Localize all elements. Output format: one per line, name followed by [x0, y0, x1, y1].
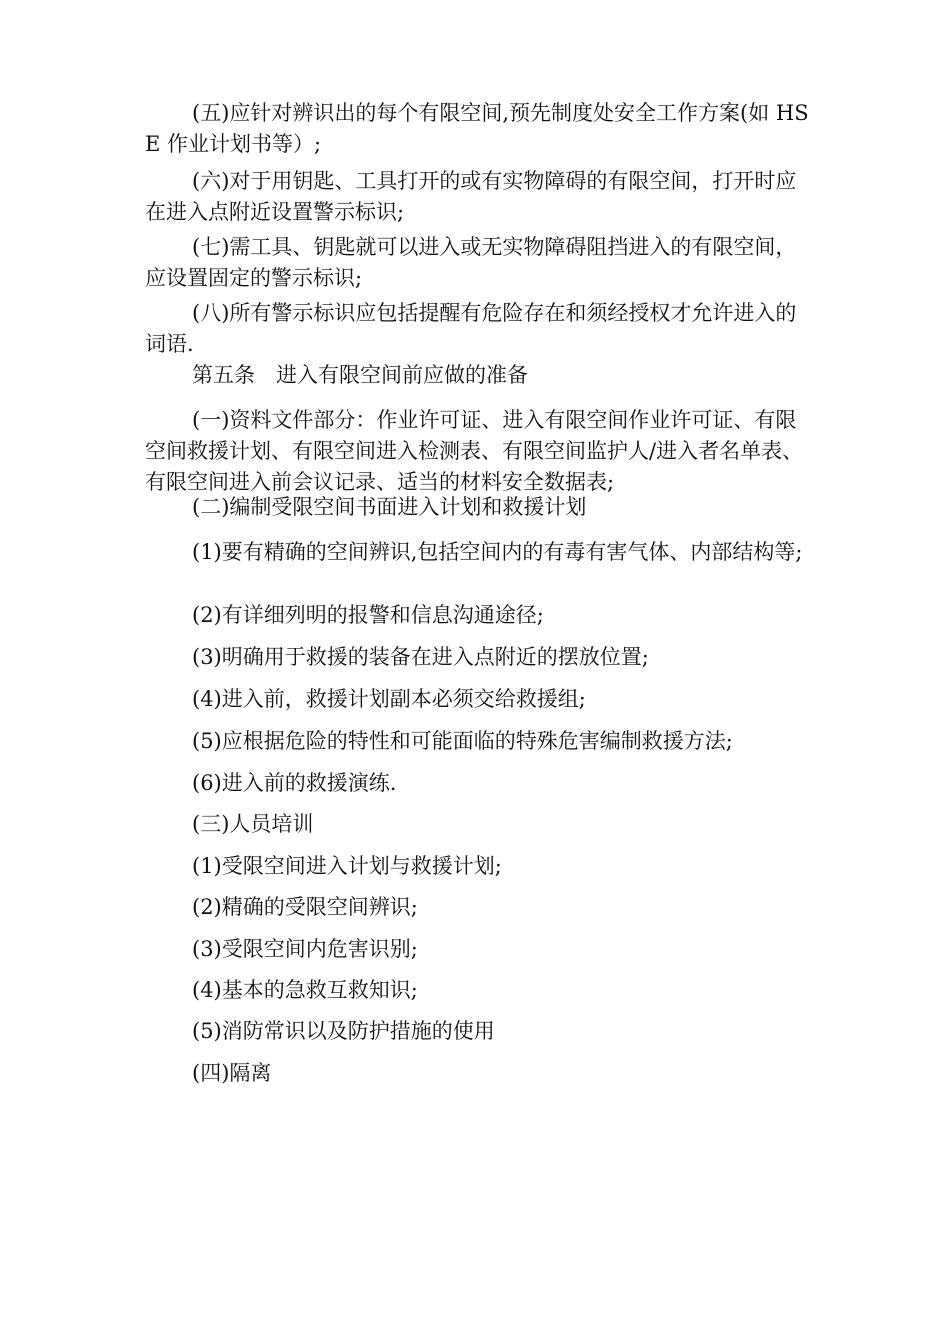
section-4-heading: (四)隔离 — [192, 1061, 272, 1085]
section-3-heading: (三)人员培训 — [192, 812, 314, 836]
item-3-1: (1)受限空间进入计划与救援计划; — [192, 854, 502, 878]
item-2-3: (3)明确用于救援的装备在进入点附近的摆放位置; — [192, 645, 649, 669]
item-3-4: (4)基本的急救互救知识; — [192, 978, 418, 1002]
paragraph-5: (五)应针对辨识出的每个有限空间,预先制度处安全工作方案(如 HSE 作业计划书等）; — [145, 101, 809, 156]
paragraph-8: (八)所有警示标识应包括提醒有危险存在和须经授权才允许进入的词语. — [145, 301, 797, 356]
paragraph-7: (七)需工具、钥匙就可以进入或无实物障碍阻挡进入的有限空间，应设置固定的警示标识; — [145, 235, 797, 290]
item-3-3: (3)受限空间内危害识别; — [192, 937, 418, 961]
section-1-documents: (一)资料文件部分：作业许可证、进入有限空间作业许可证、有限空间救援计划、有限空间进入检测表、有限空间监护人/进入者名单表、有限空间进入前会议记录、适当的材料安全数据表; — [145, 408, 804, 494]
item-2-5: (5)应根据危险的特性和可能面临的特殊危害编制救援方法; — [192, 729, 733, 753]
item-3-5: (5)消防常识以及防护措施的使用 — [192, 1019, 495, 1043]
article-5-heading: 第五条 进入有限空间前应做的准备 — [192, 363, 528, 387]
section-2-heading: (二)编制受限空间书面进入计划和救援计划 — [192, 495, 587, 519]
paragraph-6: (六)对于用钥匙、工具打开的或有实物障碍的有限空间，打开时应在进入点附近设置警示标识; — [145, 169, 797, 224]
item-2-6: (6)进入前的救援演练. — [192, 771, 397, 795]
item-3-2: (2)精确的受限空间辨识; — [192, 895, 418, 919]
item-2-2: (2)有详细列明的报警和信息沟通途径; — [192, 603, 544, 627]
item-2-4: (4)进入前，救援计划副本必须交给救援组; — [192, 687, 586, 711]
item-2-1: (1)要有精确的空间辨识,包括空间内的有毒有害气体、内部结构等; — [192, 540, 803, 564]
